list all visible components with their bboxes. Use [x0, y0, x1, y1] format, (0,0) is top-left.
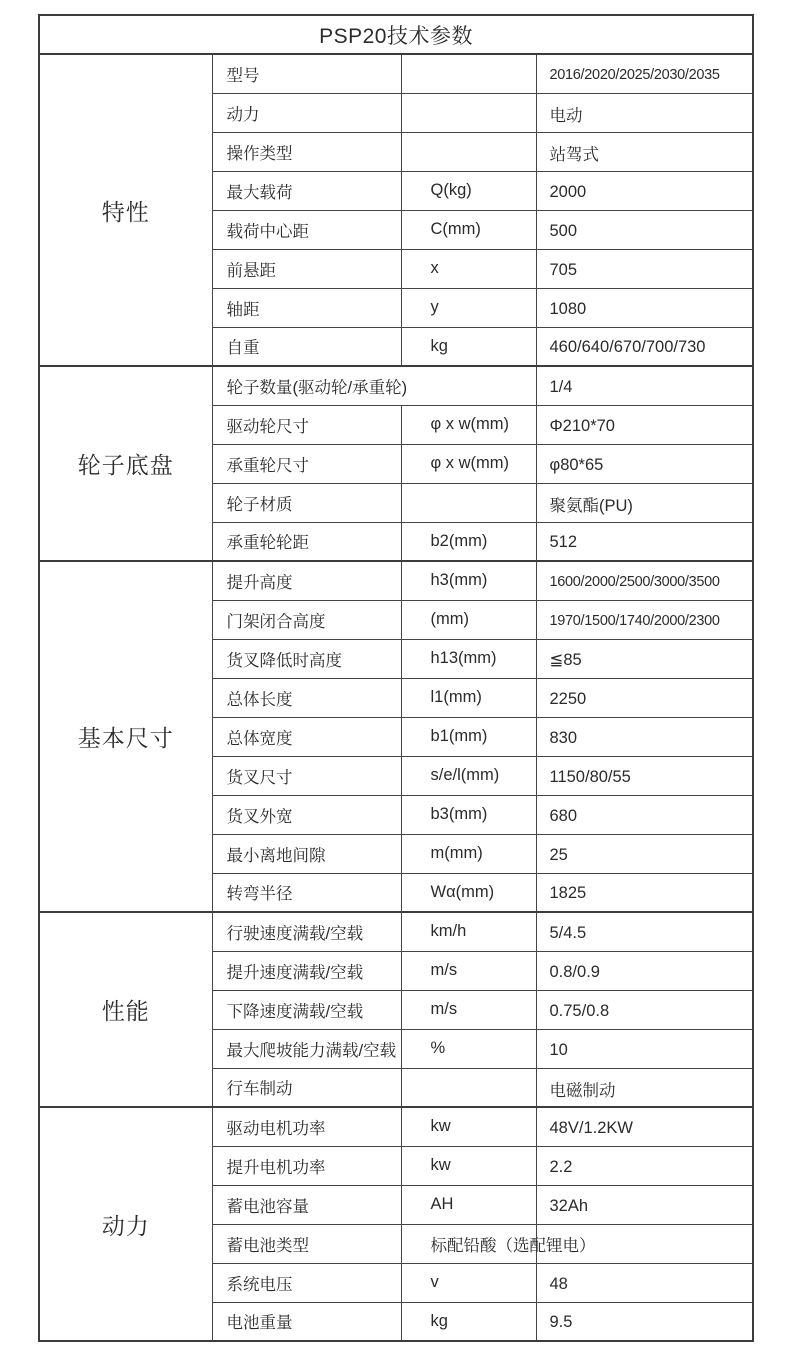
row-unit-text: kg: [430, 336, 448, 355]
row-unit: [401, 1029, 536, 1068]
title-row: [39, 15, 753, 54]
table-row: [39, 366, 753, 405]
row-value: 2.2: [536, 1146, 753, 1185]
row-label: 操作类型: [212, 132, 401, 171]
row-label: 行驶速度满载/空载: [212, 912, 401, 951]
row-value: 10: [536, 1029, 753, 1068]
row-label: 货叉尺寸: [212, 756, 401, 795]
row-unit: [401, 522, 536, 561]
row-unit: [401, 1146, 536, 1185]
row-value: 680: [536, 795, 753, 834]
row-label: 自重: [212, 327, 401, 366]
row-unit: [401, 639, 536, 678]
row-unit-text: 标配铅酸（选配锂电）: [430, 1236, 596, 1255]
row-unit: [401, 405, 536, 444]
row-unit-text: s/e/l(mm): [430, 766, 500, 784]
row-label: 提升高度: [212, 561, 401, 600]
row-value: 705: [536, 249, 753, 288]
row-label: 载荷中心距: [212, 210, 401, 249]
row-unit-text: km/h: [430, 922, 467, 941]
row-unit-text: AH: [430, 1195, 454, 1213]
row-label: 门架闭合高度: [212, 600, 401, 639]
table-row: [39, 912, 753, 951]
row-unit: [401, 717, 536, 756]
row-unit-text: x: [430, 259, 439, 277]
row-unit-text: h13(mm): [430, 649, 497, 667]
row-label: 驱动电机功率: [212, 1107, 401, 1146]
section-label: 性能: [39, 912, 212, 1107]
row-unit-text: %: [430, 1039, 446, 1057]
row-label: 提升速度满载/空载: [212, 951, 401, 990]
row-unit-text: b3(mm): [430, 805, 488, 823]
row-value: 站驾式: [536, 132, 753, 171]
row-unit: [401, 600, 536, 639]
row-label: 货叉降低时高度: [212, 639, 401, 678]
row-unit: [401, 795, 536, 834]
row-unit-text: φ x w(mm): [430, 454, 510, 472]
row-value: 9.5: [536, 1302, 753, 1341]
row-unit-text: C(mm): [430, 220, 481, 238]
row-value: 1825: [536, 873, 753, 912]
row-label: 前悬距: [212, 249, 401, 288]
row-value: 512: [536, 522, 753, 561]
row-value: 0.75/0.8: [536, 990, 753, 1029]
section-label: 轮子底盘: [39, 366, 212, 561]
row-unit: [401, 1185, 536, 1224]
row-value: 25: [536, 834, 753, 873]
table-row: [39, 561, 753, 600]
row-label: 提升电机功率: [212, 1146, 401, 1185]
row-label: 系统电压: [212, 1263, 401, 1302]
table-row: [39, 1107, 753, 1146]
row-value: 460/640/670/700/730: [536, 327, 753, 366]
row-value: 0.8/0.9: [536, 951, 753, 990]
row-unit: [401, 1302, 536, 1341]
row-value: 1600/2000/2500/3000/3500: [536, 561, 753, 600]
row-value: φ80*65: [536, 444, 753, 483]
row-unit: [401, 834, 536, 873]
row-value: 电磁制动: [536, 1068, 753, 1107]
row-value: 电动: [536, 93, 753, 132]
row-unit: [401, 483, 536, 522]
row-unit: [401, 249, 536, 288]
row-unit: [401, 210, 536, 249]
page-title: PSP20技术参数: [39, 15, 753, 54]
row-value: ≦85: [536, 639, 753, 678]
row-value: 2000: [536, 171, 753, 210]
row-unit: [401, 951, 536, 990]
row-unit-text: kg: [430, 1311, 448, 1330]
row-unit: [401, 444, 536, 483]
row-unit: [401, 990, 536, 1029]
row-value: 32Ah: [536, 1185, 753, 1224]
row-label: 蓄电池类型: [212, 1224, 401, 1263]
row-value: 48V/1.2KW: [536, 1107, 753, 1146]
row-unit: [401, 756, 536, 795]
row-unit: [401, 873, 536, 912]
row-unit-text: kw: [430, 1117, 451, 1136]
row-unit: [401, 327, 536, 366]
row-unit-text: l1(mm): [430, 688, 482, 706]
table-row: [39, 54, 753, 93]
row-label: 最大载荷: [212, 171, 401, 210]
row-value: 1/4: [536, 366, 753, 405]
row-label: 货叉外宽: [212, 795, 401, 834]
row-label: 总体长度: [212, 678, 401, 717]
row-value: 1080: [536, 288, 753, 327]
row-label: 总体宽度: [212, 717, 401, 756]
row-unit: [401, 561, 536, 600]
row-unit-text: m/s: [430, 961, 458, 979]
section-label: 动力: [39, 1107, 212, 1341]
row-unit: [401, 1263, 536, 1302]
row-unit: [401, 171, 536, 210]
row-value: 1150/80/55: [536, 756, 753, 795]
row-unit-text: b1(mm): [430, 727, 488, 745]
row-label: 行车制动: [212, 1068, 401, 1107]
section-label: 基本尺寸: [39, 561, 212, 912]
row-unit-text: Q(kg): [430, 181, 472, 199]
row-unit-text: h3(mm): [430, 571, 488, 590]
row-unit: [401, 678, 536, 717]
row-value: 48: [536, 1263, 753, 1302]
row-unit-text: φ x w(mm): [430, 415, 510, 433]
row-unit-text: Wα(mm): [430, 882, 495, 901]
row-value: 2016/2020/2025/2030/2035: [536, 54, 753, 93]
row-unit-text: (mm): [430, 610, 469, 628]
row-label: 轮子数量(驱动轮/承重轮): [212, 366, 536, 405]
row-value: 830: [536, 717, 753, 756]
row-label: 蓄电池容量: [212, 1185, 401, 1224]
row-unit-text: v: [430, 1273, 439, 1291]
row-value: 500: [536, 210, 753, 249]
row-label: 承重轮尺寸: [212, 444, 401, 483]
row-value: 聚氨酯(PU): [536, 483, 753, 522]
row-unit: [401, 1224, 596, 1263]
row-unit: [401, 1068, 536, 1107]
row-label: 电池重量: [212, 1302, 401, 1341]
row-unit-text: y: [430, 298, 439, 316]
row-value: 2250: [536, 678, 753, 717]
row-unit: [401, 54, 536, 93]
row-label: 最大爬坡能力满载/空载: [212, 1029, 401, 1068]
row-label: 动力: [212, 93, 401, 132]
row-unit: [401, 912, 536, 951]
row-label: 承重轮轮距: [212, 522, 401, 561]
spec-table: [38, 14, 754, 1342]
row-label: 轮子材质: [212, 483, 401, 522]
row-unit: [401, 93, 536, 132]
section-label: 特性: [39, 54, 212, 366]
row-label: 下降速度满载/空载: [212, 990, 401, 1029]
row-label: 轴距: [212, 288, 401, 327]
row-unit: [401, 1107, 536, 1146]
row-label: 驱动轮尺寸: [212, 405, 401, 444]
row-unit-text: kw: [430, 1156, 451, 1174]
spec-sheet: [38, 14, 754, 1342]
row-unit: [401, 132, 536, 171]
row-value: 5/4.5: [536, 912, 753, 951]
row-label: 最小离地间隙: [212, 834, 401, 873]
row-unit: [401, 288, 536, 327]
row-unit-text: b2(mm): [430, 531, 488, 550]
row-value: 1970/1500/1740/2000/2300: [536, 600, 753, 639]
row-unit-text: m/s: [430, 1000, 458, 1018]
row-label: 型号: [212, 54, 401, 93]
row-unit-text: m(mm): [430, 844, 483, 862]
row-label: 转弯半径: [212, 873, 401, 912]
row-value: Φ210*70: [536, 405, 753, 444]
